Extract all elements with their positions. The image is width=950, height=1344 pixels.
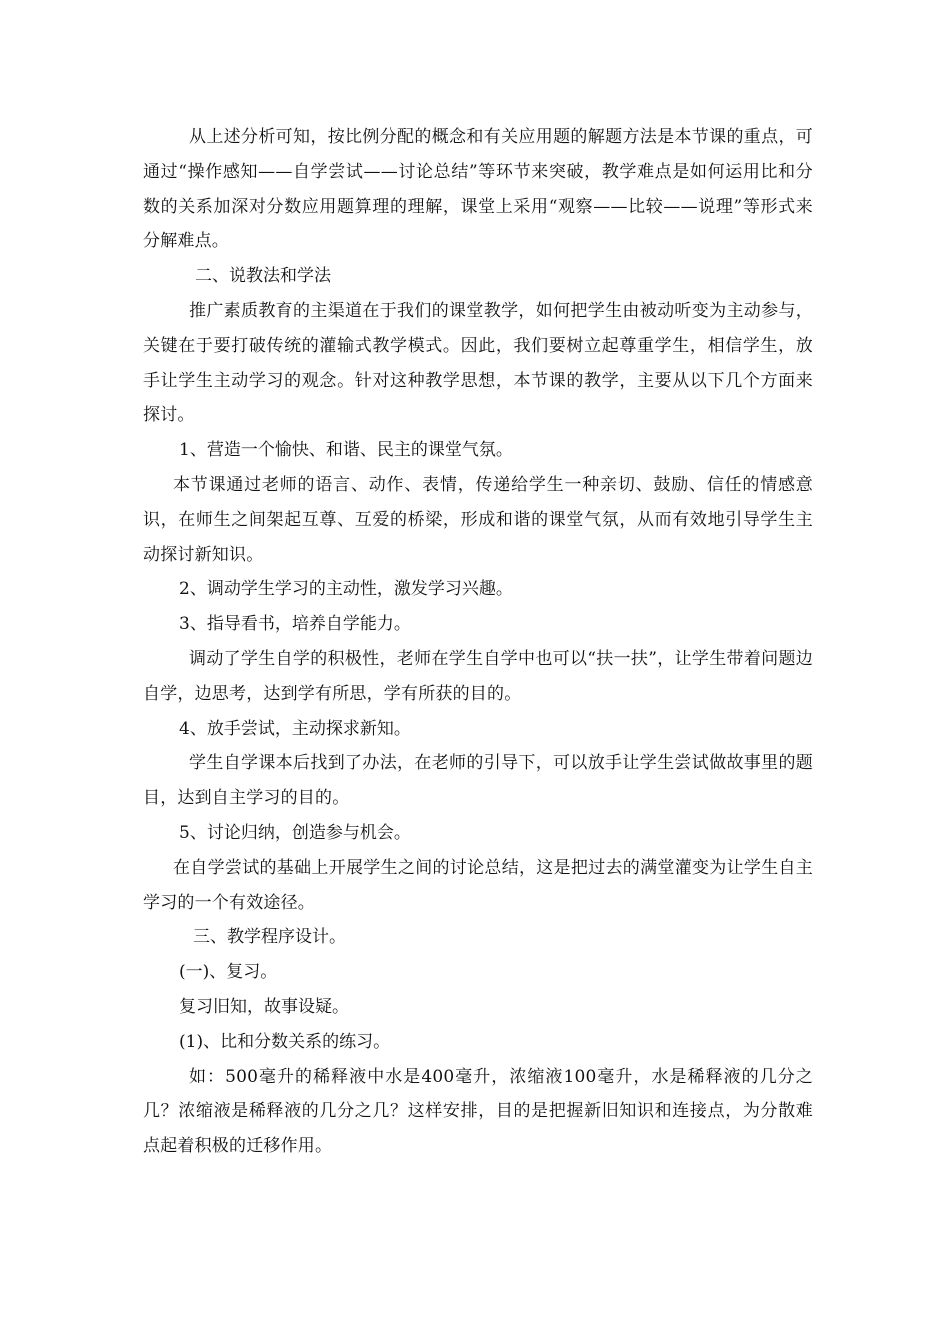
list-item-ratio-exercise: (1)、比和分数关系的练习。: [179, 1031, 391, 1052]
section-heading-procedure: 三、教学程序设计。: [193, 927, 346, 948]
paragraph-try-detail: 学生自学课本后找到了办法，在老师的引导下，可以放手让学生尝试做故事里的题目，达到自主学习的目的。: [143, 753, 813, 809]
document-body: [143, 120, 813, 1164]
paragraph-example: 如：500毫升的稀释液中水是400毫升，浓缩液100毫升，水是稀释液的几分之几？浓缩液是稀释液的几分之几？这样安排，目的是把握新旧知识和连接点，为分散难点起着积极的迁移作用。: [143, 1066, 813, 1157]
paragraph-discussion-detail: 在自学尝试的基础上开展学生之间的讨论总结，这是把过去的满堂灌变为让学生自主学习的一个有效途径。: [143, 857, 813, 913]
paragraph-atmosphere-detail: 本节课通过老师的语言、动作、表情，传递给学生一种亲切、鼓励、信任的情感意识，在师生之间架起互尊、互爱的桥梁，形成和谐的课堂气氛，从而有效地引导学生主动探讨新知识。: [143, 474, 813, 565]
list-item-review: (一)、复习。: [179, 962, 278, 983]
paragraph-quality-education: 推广素质教育的主渠道在于我们的课堂教学，如何把学生由被动听变为主动参与，关键在于要打破传统的灌输式教学模式。因此，我们要树立起尊重学生，相信学生，放手让学生主动学习的观念。针对这种教学思想，本节课的教学，主要从以下几个方面来探讨。: [143, 300, 813, 426]
paragraph-review-intro: 复习旧知，故事设疑。: [179, 996, 349, 1017]
paragraph-analysis: 从上述分析可知，按比例分配的概念和有关应用题的解题方法是本节课的重点，可通过“操作感知——自学尝试——讨论总结”等环节来突破，教学难点是如何运用比和分数的关系加深对分数应用题算理的理解，课堂上采用“观察——比较——说理”等形式来分解难点。: [143, 127, 813, 252]
paragraph-self-study-detail: 调动了学生自学的积极性，老师在学生自学中也可以“扶一扶”，让学生带着问题边自学，边思考，达到学有所思，学有所获的目的。: [143, 648, 813, 704]
section-heading-teaching-methods: 二、说教法和学法: [195, 266, 331, 287]
list-item-discussion: 5、讨论归纳，创造参与机会。: [179, 822, 411, 843]
list-item-self-study: 3、指导看书，培养自学能力。: [179, 614, 411, 635]
list-item-motivation: 2、调动学生学习的主动性，激发学习兴趣。: [179, 579, 513, 600]
list-item-atmosphere: 1、营造一个愉快、和谐、民主的课堂气氛。: [179, 440, 513, 461]
list-item-try: 4、放手尝试，主动探求新知。: [179, 718, 411, 739]
